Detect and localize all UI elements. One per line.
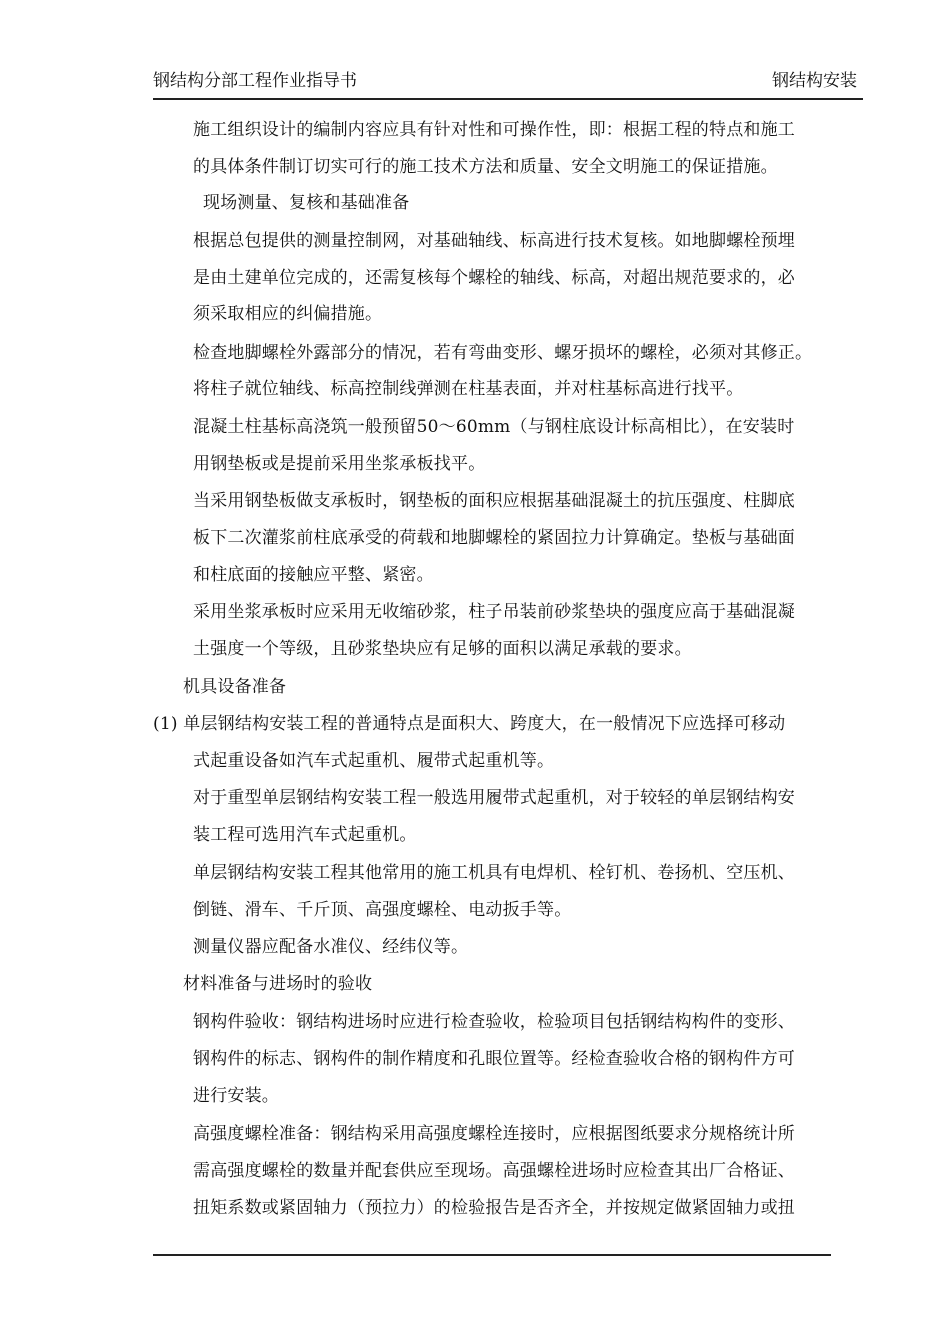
text-line: 用钢垫板或是提前采用坐浆承板找平。	[193, 454, 486, 474]
text-line: 采用坐浆承板时应采用无收缩砂浆，柱子吊装前砂浆垫块的强度应高于基础混凝	[193, 602, 795, 622]
header-section-title: 钢结构安装	[772, 71, 857, 91]
text-line: 的具体条件制订切实可行的施工技术方法和质量、安全文明施工的保证措施。	[193, 157, 778, 177]
text-line: 检查地脚螺栓外露部分的情况，若有弯曲变形、螺牙损坏的螺栓，必须对其修正。	[193, 343, 813, 363]
text-line: 扭矩系数或紧固轴力（预拉力）的检验报告是否齐全，并按规定做紧固轴力或扭	[193, 1198, 795, 1218]
text-line: 是由土建单位完成的，还需复核每个螺栓的轴线、标高，对超出规范要求的，必	[193, 268, 795, 288]
text-line: 板下二次灌浆前柱底承受的荷载和地脚螺栓的紧固拉力计算确定。垫板与基础面	[193, 528, 795, 548]
text-line: 装工程可选用汽车式起重机。	[193, 825, 417, 845]
text-line: 对于重型单层钢结构安装工程一般选用履带式起重机，对于较轻的单层钢结构安	[193, 788, 795, 808]
page-header	[153, 64, 863, 100]
text-line: 和柱底面的接触应平整、紧密。	[193, 565, 434, 585]
text-line: 式起重设备如汽车式起重机、履带式起重机等。	[193, 751, 555, 771]
header-document-title: 钢结构分部工程作业指导书	[153, 71, 357, 91]
text-line: 钢构件的标志、钢构件的制作精度和孔眼位置等。经检查验收合格的钢构件方可	[193, 1049, 795, 1069]
text-line: 倒链、滑车、千斤顶、高强度螺栓、电动扳手等。	[193, 900, 572, 920]
subsection-heading: 机具设备准备	[183, 677, 287, 697]
text-line: 进行安装。	[193, 1086, 279, 1106]
text-line: 土强度一个等级，且砂浆垫块应有足够的面积以满足承载的要求。	[193, 639, 692, 659]
text-line: 测量仪器应配备水准仪、经纬仪等。	[193, 937, 469, 957]
text-line: 根据总包提供的测量控制网，对基础轴线、标高进行技术复核。如地脚螺栓预埋	[193, 231, 795, 251]
numbered-item: (1) 单层钢结构安装工程的普通特点是面积大、跨度大，在一般情况下应选择可移动	[153, 714, 786, 734]
footer-rule	[153, 1254, 831, 1256]
text-line: 需高强度螺栓的数量并配套供应至现场。高强螺栓进场时应检查其出厂合格证、	[193, 1161, 795, 1181]
text-line: 单层钢结构安装工程其他常用的施工机具有电焊机、栓钉机、卷扬机、空压机、	[193, 863, 795, 883]
subsection-heading: 现场测量、复核和基础准备	[203, 193, 410, 213]
text-line: 高强度螺栓准备：钢结构采用高强度螺栓连接时，应根据图纸要求分规格统计所	[193, 1124, 795, 1144]
text-line: 钢构件验收：钢结构进场时应进行检查验收，检验项目包括钢结构构件的变形、	[193, 1012, 795, 1032]
text-line: 须采取相应的纠偏措施。	[193, 304, 383, 324]
text-line: 混凝土柱基标高浇筑一般预留50～60mm（与钢柱底设计标高相比），在安装时	[193, 417, 795, 437]
text-line: 施工组织设计的编制内容应具有针对性和可操作性，即：根据工程的特点和施工	[193, 120, 795, 140]
text-line: 将柱子就位轴线、标高控制线弹测在柱基表面，并对柱基标高进行找平。	[193, 379, 744, 399]
subsection-heading: 材料准备与进场时的验收	[183, 974, 373, 994]
text-line: 当采用钢垫板做支承板时，钢垫板的面积应根据基础混凝土的抗压强度、柱脚底	[193, 491, 795, 511]
